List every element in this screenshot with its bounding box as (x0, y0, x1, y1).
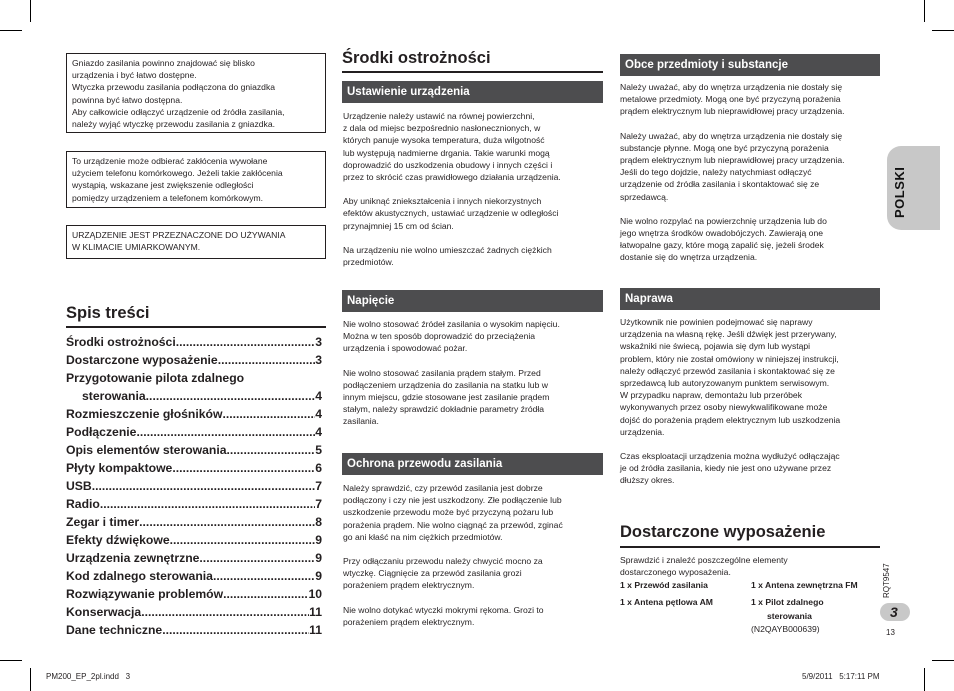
text-line: należy odłączyć przewód zasilania i skontaktować się ze (620, 365, 835, 376)
notice-box-interference (66, 151, 326, 208)
toc-label: Dostarczone wyposażenie (66, 353, 218, 367)
toc-page: 11 (309, 605, 322, 619)
text-line: urządzenia i spowodować pożar. (343, 343, 468, 354)
toc-label: Radio (66, 497, 100, 511)
toc-label: Opis elementów sterowania (66, 443, 227, 457)
toc-leader (213, 567, 315, 585)
text-line: dostarczonego wyposażenia. (620, 567, 731, 578)
text-line: Można w ten sposób doprowadzić do przeciążenia (343, 331, 536, 342)
toc-page: 4 (315, 425, 322, 439)
toc-leader (172, 459, 315, 477)
toc-page: 5 (315, 443, 322, 457)
section-body-voltage (343, 318, 605, 440)
toc-leader (136, 423, 315, 441)
text-line: dostanie się do wnętrza urządzenia. (620, 252, 758, 263)
text-line: przez to skrócić czas prawidłowego działania urządzenia. (343, 172, 561, 183)
paragraph (620, 215, 884, 264)
notice-line: Aby całkowicie odłączyć urządzenie od źródła zasilania, (72, 106, 285, 117)
notice-line: To urządzenie może odbierać zakłócenia wywołane (72, 156, 268, 166)
text-line: Nie wolno rozpylać na powierzchnię urządzenia lub do (620, 215, 827, 226)
accessories-rule (620, 546, 880, 548)
text-line: uszkodzenie przewodu może być przyczyną pożaru lub (343, 507, 554, 518)
paragraph (343, 604, 605, 628)
text-line: przedmiotów. (343, 257, 394, 268)
text-line: których panuje wysoka temperatura, duża wilgotność (343, 135, 545, 146)
crop-mark (924, 0, 925, 22)
toc-entry[interactable] (66, 405, 322, 423)
footer-file: PM200_EP_2pl.indd 3 (46, 672, 131, 681)
toc-entry[interactable] (66, 333, 322, 351)
paragraph (343, 482, 605, 543)
section-body-foreign-objects (620, 81, 884, 276)
toc-entry[interactable] (66, 351, 322, 369)
accessory-item (751, 579, 858, 593)
paragraph (343, 195, 605, 232)
text-line: porażeniem prądem elektrycznym. (343, 580, 475, 591)
toc-page: 11 (309, 623, 322, 637)
text-line: problem, który nie został omówiony w niniejszej instrukcji, (620, 353, 839, 364)
text-line: podłączeniem urządzenia do zasilania na statku lub w (343, 379, 548, 390)
toc-label: Środki ostrożności (66, 335, 176, 349)
text-line: go ani kłaść na nim ciężkich przedmiotów. (343, 531, 503, 542)
toc-label: Rozwiązywanie problemów (66, 587, 224, 601)
text-line: stałym, należy sprawdzić dokładnie parametry źródła (343, 404, 545, 415)
text-line: jego wnętrza środków owadobójczych. Zawierają one (620, 228, 824, 239)
toc-entry[interactable] (66, 459, 322, 477)
doc-code: RQT9547 (882, 563, 891, 598)
toc-leader (244, 369, 322, 387)
toc-leader (199, 549, 315, 567)
text-line: substancje płynne. Mogą one być przyczyną porażenia (620, 142, 829, 153)
footer-datetime: 5/9/2011 5:17:11 PM (802, 672, 880, 681)
text-line: dłuższy okres. (620, 475, 675, 486)
toc-entry[interactable] (66, 369, 322, 387)
toc-entry[interactable] (66, 603, 322, 621)
text-line: Na urządzeniu nie wolno umieszczać żadnych ciężkich (343, 244, 552, 255)
toc-leader (218, 351, 316, 369)
crop-mark (30, 668, 31, 691)
notice-line: URZĄDZENIE JEST PRZEZNACZONE DO UŻYWANIA (72, 230, 286, 240)
paragraph (620, 130, 884, 203)
text-line: wtyczkę. Ciągnięcie za przewód zasilania grozi (343, 568, 522, 579)
text-line: Należy sprawdzić, czy przewód zasilania jest dobrze (343, 483, 543, 493)
paragraph (343, 318, 605, 355)
toc-leader (141, 603, 309, 621)
paragraph (620, 81, 884, 118)
text-line: Nie wolno dotykać wtyczki mokrymi rękoma. Grozi to (343, 604, 544, 615)
text-line: dojść do porażenia prądem elektrycznym lub uszkodzenia (620, 414, 841, 425)
text-line: Użytkownik nie powinien podejmować się naprawy (620, 317, 813, 327)
text-line: Czas eksploatacji urządzenia można wydłużyć odłączając (620, 451, 840, 462)
crop-mark (0, 660, 22, 661)
notice-line: użyciem telefonu komórkowego. Jeżeli takie zakłócenia (72, 168, 283, 179)
toc-list (66, 333, 322, 639)
toc-entry[interactable] (66, 513, 322, 531)
toc-entry[interactable] (66, 621, 322, 639)
notice-line: pomiędzy urządzeniem a telefonem komórkowym. (72, 192, 264, 203)
toc-entry[interactable] (66, 585, 322, 603)
text-line: innym miejscu, gdzie stosowane jest zasilanie prądem (343, 392, 550, 403)
toc-page: 7 (315, 479, 322, 493)
text-line: Sprawdzić i znaleźć poszczególne elementy (620, 555, 788, 565)
text-line: prądem elektrycznym lub nieprawidłowej pracy urządzenia. (620, 106, 845, 117)
toc-entry[interactable] (66, 423, 322, 441)
toc-entry[interactable] (66, 531, 322, 549)
toc-page: 7 (315, 497, 322, 511)
text-line: efektów akustycznych, ustawiać urządzenie w odległości (343, 208, 559, 219)
precautions-rule (342, 71, 603, 73)
toc-entry[interactable] (66, 387, 322, 405)
toc-leader (222, 405, 315, 423)
notice-line: Wtyczka przewodu zasilania podłączona do gniazdka (72, 82, 276, 93)
toc-leader (170, 531, 316, 549)
toc-leader (146, 387, 316, 405)
toc-page: 9 (315, 569, 322, 583)
notice-line: wystąpią, wskazane jest zwiększenie odległości (72, 180, 254, 191)
crop-mark (932, 660, 954, 661)
text-line: doprowadzić do uszkodzenia obudowy i innych części i (343, 159, 553, 170)
notice-line: powinna być łatwo dostępna. (72, 94, 183, 105)
notice-line: Gniazdo zasilania powinno znajdować się blisko (72, 58, 255, 68)
section-heading-repair: Naprawa (620, 288, 880, 310)
accessory-label: 1 x Antena pętlowa AM (620, 597, 713, 607)
toc-page: 4 (315, 389, 322, 403)
crop-mark (0, 30, 22, 31)
toc-page: 10 (308, 587, 322, 601)
accessory-label: sterowania (767, 610, 812, 621)
section-body-placement (343, 110, 605, 280)
crop-mark (924, 668, 925, 691)
accessory-label: 1 x Pilot zdalnego (751, 597, 824, 607)
toc-leader (162, 621, 309, 639)
text-line: przynajmniej 15 cm od ścian. (343, 220, 454, 231)
text-line: porażeniem prądem elektrycznym. (343, 616, 475, 627)
text-line: Nie wolno stosować zasilania prądem stałym. Przed (343, 367, 541, 378)
accessory-label: 1 x Antena zewnętrzna FM (751, 580, 858, 590)
text-line: z dala od miejsc bezpośrednio nasłonecznionych, w (343, 123, 541, 134)
section-body-power-cord (343, 482, 605, 640)
toc-entry[interactable] (66, 549, 322, 567)
toc-label: Podłączenie (66, 425, 137, 439)
toc-page: 9 (315, 533, 322, 547)
toc-page: 6 (315, 461, 322, 475)
notice-line: urządzenia i być łatwo dostępne. (72, 70, 197, 81)
toc-entry[interactable] (66, 477, 322, 495)
section-heading-voltage: Napięcie (342, 290, 603, 312)
toc-leader (223, 585, 308, 603)
text-line: podłączony i czy nie jest uszkodzony. Złe podłączenie lub (343, 495, 562, 506)
toc-label: Efekty dźwiękowe (66, 533, 170, 547)
text-line: wskaźniki nie świecą, pojawia się dym lub wystąpi (620, 341, 811, 352)
paragraph (343, 555, 605, 592)
toc-entry[interactable] (66, 441, 322, 459)
section-body-repair (620, 316, 886, 499)
notice-box-power (66, 53, 326, 133)
toc-leader (92, 477, 315, 495)
notice-line: należy wyjąć wtyczkę przewodu zasilania z gniazdka. (72, 119, 276, 130)
toc-label: Konserwacja (66, 605, 142, 619)
toc-page: 3 (315, 353, 322, 367)
notice-box-climate (66, 225, 326, 259)
toc-page: 9 (315, 551, 322, 565)
toc-label: Rozmieszczenie głośników (66, 407, 223, 421)
toc-label: sterowania (82, 389, 146, 403)
accessories-intro (620, 554, 882, 578)
text-line: wykonywanych przez osoby niewykwalifikowane może (620, 402, 828, 413)
sheet-number: 13 (886, 628, 895, 637)
crop-mark (932, 30, 954, 31)
toc-entry[interactable] (66, 567, 322, 585)
language-tab-label: POLSKI (892, 166, 907, 218)
text-line: zasilania. (343, 416, 379, 427)
toc-label: Płyty kompaktowe (66, 461, 173, 475)
paragraph (620, 316, 886, 438)
paragraph (343, 367, 605, 428)
section-heading-power-cord: Ochrona przewodu zasilania (342, 453, 603, 475)
toc-label: Dane techniczne (66, 623, 163, 637)
section-heading-placement: Ustawienie urządzenia (342, 81, 603, 103)
toc-leader (176, 333, 316, 351)
text-line: urządzenie od źródła zasilania i skontaktować się ze (620, 179, 820, 190)
text-line: Przy odłączaniu przewodu należy chwycić mocno za (343, 556, 543, 567)
toc-leader (227, 441, 316, 459)
text-line: Jeśli do tego dojdzie, należy natychmiast odłączyć (620, 167, 812, 178)
precautions-title: Środki ostrożności (342, 49, 491, 67)
toc-page: 3 (315, 335, 322, 349)
paragraph (343, 244, 605, 268)
text-line: Urządzenie należy ustawić na równej powierzchni, (343, 111, 535, 121)
text-line: Aby uniknąć zniekształcenia i innych niekorzystnych (343, 196, 542, 207)
accessory-item (751, 596, 824, 637)
text-line: urządzenia. (620, 426, 665, 437)
toc-rule (66, 326, 326, 328)
text-line: prądem elektrycznym lub nieprawidłowej pracy urządzenia. (620, 155, 845, 166)
paragraph (343, 110, 605, 183)
text-line: sprzedawcą lub autoryzowanym punktem serwisowym. (620, 378, 830, 389)
toc-label: Urządzenia zewnętrzne (66, 551, 200, 565)
text-line: je od źródła zasilania, kiedy nie jest ono używane przez (620, 463, 832, 474)
accessory-code: (N2QAYB000639) (751, 624, 820, 634)
toc-leader (100, 495, 315, 513)
toc-page: 8 (315, 515, 322, 529)
text-line: W przypadku napraw, demontażu lub przeróbek (620, 390, 802, 401)
text-line: Należy uważać, aby do wnętrza urządzenia nie dostały się (620, 130, 843, 141)
text-line: lub występują nadmierne drgania. Takie warunki mogą (343, 147, 550, 158)
text-line: Nie wolno stosować źródeł zasilania o wysokim napięciu. (343, 319, 560, 329)
text-line: porażenia prądem. Nie wolno ciągnąć za przewód, zginać (343, 519, 563, 530)
toc-label: Przygotowanie pilota zdalnego (66, 371, 245, 385)
accessory-item (620, 596, 713, 610)
text-line: metalowe przedmioty. Mogą one być przyczyną porażenia (620, 94, 841, 105)
accessories-title: Dostarczone wyposażenie (620, 523, 826, 541)
toc-entry[interactable] (66, 495, 322, 513)
page-number: 3 (890, 604, 898, 620)
toc-title: Spis treści (66, 304, 150, 322)
accessory-item (620, 579, 708, 593)
text-line: urządzenia na własną rękę. Jeśli dźwięk jest przerywany, (620, 329, 837, 340)
paragraph (620, 450, 886, 487)
toc-page: 4 (315, 407, 322, 421)
text-line: sprzedawcą. (620, 191, 669, 202)
section-heading-foreign-objects: Obce przedmioty i substancje (620, 54, 880, 76)
text-line: Należy uważać, aby do wnętrza urządzenia nie dostały się (620, 82, 843, 92)
toc-leader (139, 513, 315, 531)
accessory-label: 1 x Przewód zasilania (620, 580, 708, 590)
crop-mark (30, 0, 31, 22)
text-line: łatwopalne gazy, które mogą zapalić się, jeżeli środek (620, 240, 824, 251)
toc-label: USB (66, 479, 92, 493)
notice-line: W KLIMACIE UMIARKOWANYM. (72, 242, 201, 253)
toc-label: Kod zdalnego sterowania (66, 569, 213, 583)
toc-label: Zegar i timer (66, 515, 140, 529)
